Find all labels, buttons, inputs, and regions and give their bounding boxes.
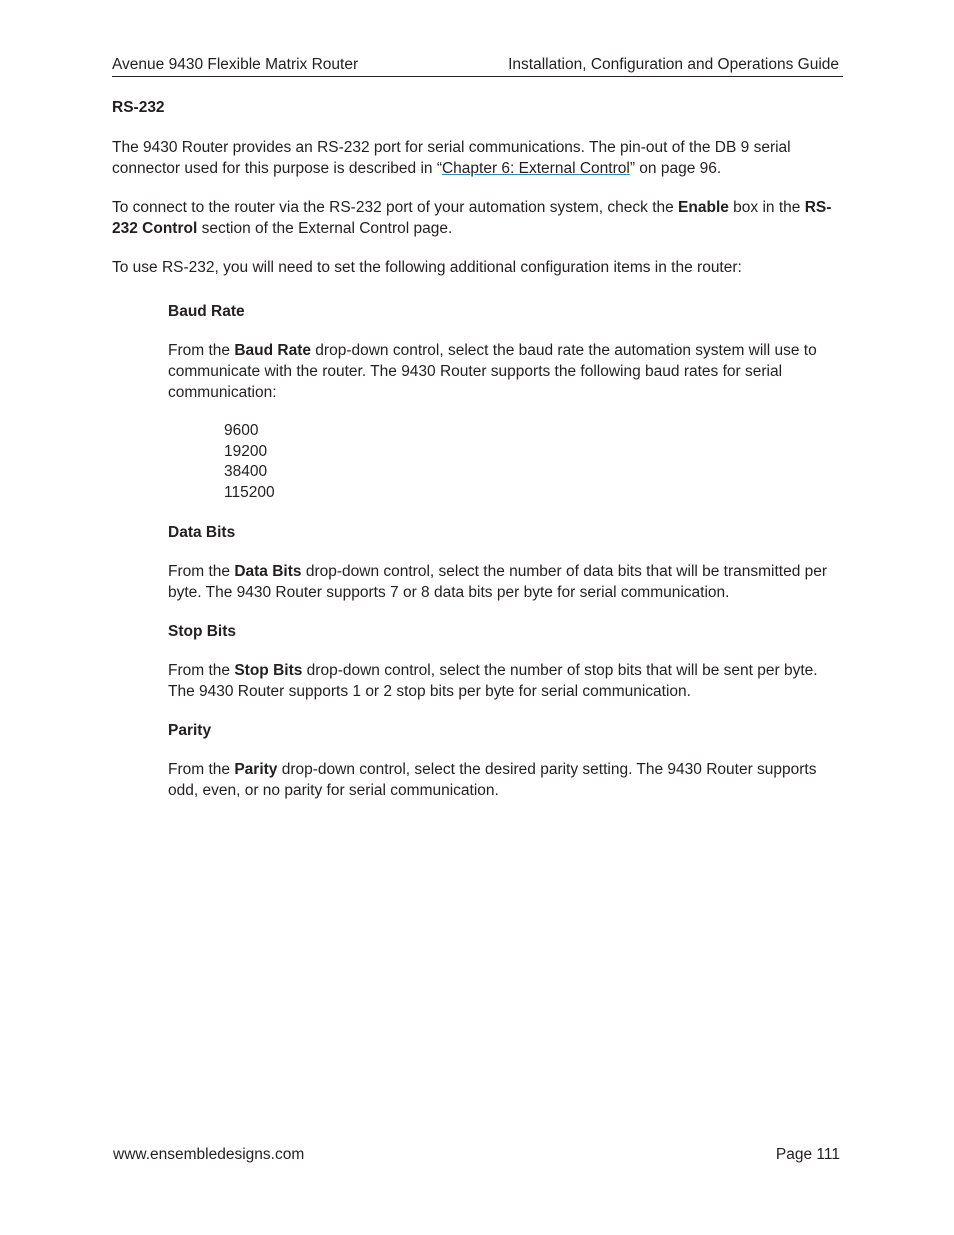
stop-bits-description: From the Stop Bits drop-down control, select the number of stop bits that will be sent per byte. The 9430 Router supports 1 or 2 stop bits per byte for serial communication. [168,662,818,700]
paragraph-intro: The 9430 Router provides an RS-232 port for serial communications. The pin-out of the DB 9 serial connector used for this purpose is described in “Chapter 6: External Control” on page 96. [112,139,791,177]
header-title: Avenue 9430 Flexible Matrix Router [112,56,359,73]
page-header [112,54,843,77]
paragraph-config-items: To use RS-232, you will need to set the following additional configuration items in the router: [112,259,742,276]
stop-bits-heading: Stop Bits [168,623,237,640]
data-bits-description: From the Data Bits drop-down control, select the number of data bits that will be transmitted per byte. The 9430 Router supports 7 or 8 data bits per byte for serial communication. [168,563,828,601]
section-title: RS-232 [112,99,165,116]
parity-description: From the Parity drop-down control, select the desired parity setting. The 9430 Router supports odd, even, or no parity for serial communication. [168,761,817,799]
header-guide-title: Installation, Configuration and Operations Guide [508,56,839,73]
list-item: 19200 [224,442,268,460]
data-bits-heading: Data Bits [168,524,236,541]
paragraph-connect: To connect to the router via the RS-232 port of your automation system, check the Enable box in the RS-232 Control section of the External Control page. [112,199,832,237]
parity-heading: Parity [168,722,212,739]
chapter-link[interactable]: Chapter 6: External Control [441,160,630,177]
page-number: Page 111 [775,1146,840,1163]
baud-rate-heading: Baud Rate [168,303,245,320]
baud-rate-list [224,421,424,504]
baud-rate-description: From the Baud Rate drop-down control, select the baud rate the automation system will use to communicate with the router. The 9430 Router supports the following baud rates for serial communication: [168,342,817,401]
list-item: 115200 [224,484,275,502]
footer-website: www.ensembledesigns.com [113,1146,305,1163]
list-item: 38400 [224,463,268,481]
list-item: 9600 [224,422,259,439]
